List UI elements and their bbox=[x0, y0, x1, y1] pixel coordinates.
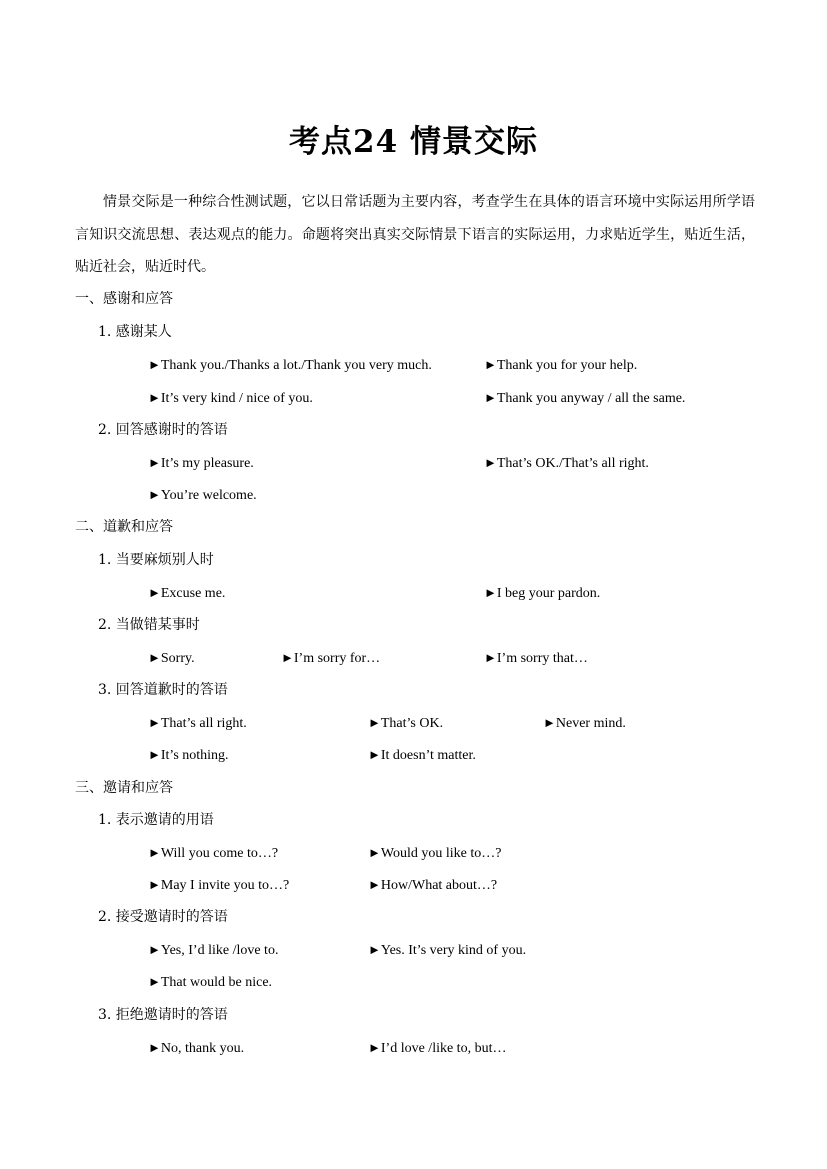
bullet-arrow-icon: ► bbox=[484, 357, 497, 372]
phrase-item bbox=[148, 453, 254, 474]
phrase-item bbox=[148, 940, 278, 961]
bullet-arrow-icon: ► bbox=[368, 1040, 381, 1055]
bullet-arrow-icon: ► bbox=[148, 487, 161, 502]
phrase-text: It doesn’t matter. bbox=[380, 748, 476, 763]
phrase-item bbox=[368, 843, 501, 864]
phrase-item bbox=[148, 583, 225, 604]
bullet-arrow-icon: ► bbox=[148, 845, 161, 860]
phrase-item bbox=[368, 713, 443, 734]
subheading-bothering-others: 1. 当要麻烦别人时 bbox=[98, 552, 214, 568]
phrase-item bbox=[281, 648, 380, 669]
phrase-text: Thank you anyway / all the same. bbox=[496, 391, 686, 406]
phrase-item bbox=[148, 843, 278, 864]
phrase-text: Thank you for your help. bbox=[496, 358, 638, 373]
bullet-arrow-icon: ► bbox=[368, 877, 381, 892]
phrase-text: You’re welcome. bbox=[160, 488, 257, 503]
bullet-arrow-icon: ► bbox=[368, 845, 381, 860]
phrase-text: I’d love /like to, but… bbox=[380, 1041, 507, 1056]
phrase-item bbox=[148, 388, 313, 409]
bullet-arrow-icon: ► bbox=[543, 715, 556, 730]
section-heading-apology: 二、道歉和应答 bbox=[75, 519, 173, 535]
phrase-item bbox=[148, 648, 195, 669]
phrase-item bbox=[368, 1038, 506, 1059]
phrase-item bbox=[368, 875, 497, 896]
phrase-text: That would be nice. bbox=[160, 975, 273, 990]
phrase-text: It’s my pleasure. bbox=[160, 456, 254, 471]
bullet-arrow-icon: ► bbox=[148, 585, 161, 600]
intro-paragraph: 情景交际是一种综合性测试题，它以日常话题为主要内容，考查学生在具体的语言环境中实际运用所学语言知识交流思想、表达观点的能力。命题将突出真实交际情景下语言的实际运用，力求贴近学生，贴近生活，贴近社会，贴近时代。 bbox=[75, 194, 755, 275]
bullet-arrow-icon: ► bbox=[484, 390, 497, 405]
phrase-text: That’s OK. bbox=[380, 716, 444, 731]
bullet-arrow-icon: ► bbox=[148, 942, 161, 957]
bullet-arrow-icon: ► bbox=[148, 1040, 161, 1055]
phrase-text: How/What about…? bbox=[380, 878, 498, 893]
phrase-item bbox=[148, 972, 272, 993]
subheading-doing-wrong: 2. 当做错某事时 bbox=[98, 617, 200, 633]
phrase-item bbox=[148, 485, 257, 506]
phrase-item bbox=[148, 713, 247, 734]
subheading-accept-invitation: 2. 接受邀请时的答语 bbox=[98, 909, 228, 925]
section-heading-thanks: 一、感谢和应答 bbox=[75, 291, 173, 307]
phrase-text: That’s OK./That’s all right. bbox=[496, 456, 649, 471]
phrase-item bbox=[484, 648, 588, 669]
phrase-text: Yes. It’s very kind of you. bbox=[380, 943, 527, 958]
bullet-arrow-icon: ► bbox=[368, 715, 381, 730]
bullet-arrow-icon: ► bbox=[281, 650, 294, 665]
bullet-arrow-icon: ► bbox=[148, 455, 161, 470]
bullet-arrow-icon: ► bbox=[368, 747, 381, 762]
phrase-item bbox=[148, 355, 432, 376]
bullet-arrow-icon: ► bbox=[148, 390, 161, 405]
phrase-item bbox=[148, 745, 229, 766]
bullet-arrow-icon: ► bbox=[148, 974, 161, 989]
phrase-text: Thank you./Thanks a lot./Thank you very much. bbox=[160, 358, 432, 373]
bullet-arrow-icon: ► bbox=[148, 747, 161, 762]
bullet-arrow-icon: ► bbox=[368, 942, 381, 957]
phrase-text: Will you come to…? bbox=[160, 846, 279, 861]
phrase-item bbox=[484, 453, 649, 474]
bullet-arrow-icon: ► bbox=[484, 585, 497, 600]
section-heading-invitation: 三、邀请和应答 bbox=[75, 780, 173, 796]
phrase-text: I’m sorry that… bbox=[496, 651, 588, 666]
phrase-item bbox=[484, 355, 637, 376]
phrase-item bbox=[368, 745, 476, 766]
phrase-text: It’s nothing. bbox=[160, 748, 229, 763]
bullet-arrow-icon: ► bbox=[148, 650, 161, 665]
phrase-text: I beg your pardon. bbox=[496, 586, 601, 601]
phrase-item bbox=[484, 388, 685, 409]
phrase-text: No, thank you. bbox=[160, 1041, 245, 1056]
phrase-text: Excuse me. bbox=[160, 586, 226, 601]
phrase-text: I’m sorry for… bbox=[293, 651, 381, 666]
phrase-text: May I invite you to…? bbox=[160, 878, 290, 893]
phrase-item bbox=[543, 713, 626, 734]
phrase-text: Yes, I’d like /love to. bbox=[160, 943, 279, 958]
subheading-reply-to-thanks: 2. 回答感谢时的答语 bbox=[98, 422, 228, 438]
phrase-text: Never mind. bbox=[555, 716, 626, 731]
bullet-arrow-icon: ► bbox=[148, 357, 161, 372]
phrase-item bbox=[368, 940, 526, 961]
phrase-text: That’s all right. bbox=[160, 716, 247, 731]
subheading-thanking-someone: 1. 感谢某人 bbox=[98, 324, 172, 340]
bullet-arrow-icon: ► bbox=[148, 877, 161, 892]
page-title: 考点24 情景交际 bbox=[289, 124, 538, 160]
phrase-text: Sorry. bbox=[160, 651, 195, 666]
subheading-decline-invitation: 3. 拒绝邀请时的答语 bbox=[98, 1007, 228, 1023]
bullet-arrow-icon: ► bbox=[484, 455, 497, 470]
subheading-invitation-phrases: 1. 表示邀请的用语 bbox=[98, 812, 214, 828]
phrase-text: Would you like to…? bbox=[380, 846, 502, 861]
phrase-item bbox=[148, 875, 289, 896]
bullet-arrow-icon: ► bbox=[484, 650, 497, 665]
phrase-item bbox=[148, 1038, 244, 1059]
subheading-reply-to-apology: 3. 回答道歉时的答语 bbox=[98, 682, 228, 698]
phrase-item bbox=[484, 583, 600, 604]
bullet-arrow-icon: ► bbox=[148, 715, 161, 730]
phrase-text: It’s very kind / nice of you. bbox=[160, 391, 313, 406]
